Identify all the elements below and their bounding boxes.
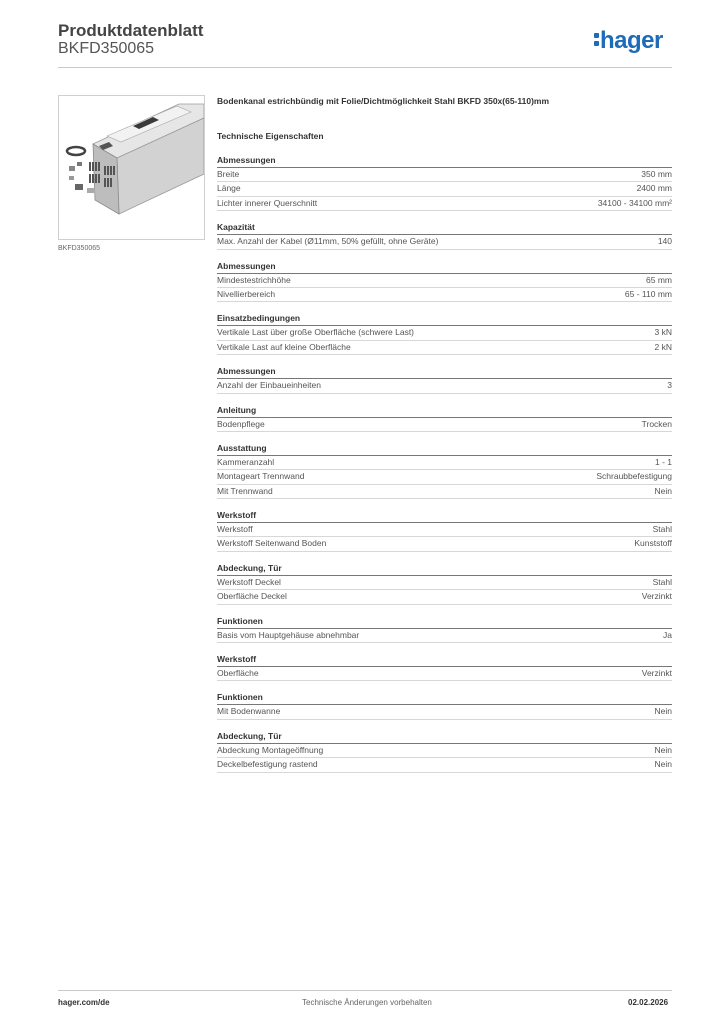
product-description: Bodenkanal estrichbündig mit Folie/Dichtmöglichkeit Stahl BKFD 350x(65-110)mm — [217, 96, 550, 106]
spec-value: 140 — [657, 236, 672, 247]
spec-label: Oberfläche Deckel — [217, 591, 287, 602]
section-title: Funktionen — [217, 616, 672, 629]
spec-value: Trocken — [641, 418, 672, 429]
section-title: Einsatzbedingungen — [217, 313, 672, 326]
product-code: BKFD350065 — [58, 40, 155, 57]
spec-value: 2 kN — [654, 341, 672, 352]
spec-label: Kammeranzahl — [217, 456, 275, 467]
spec-value: Nein — [654, 759, 672, 770]
hager-logo — [594, 29, 663, 53]
spec-row — [217, 758, 672, 772]
spec-label: Werkstoff Seitenwand Boden — [217, 538, 327, 549]
spec-row — [217, 576, 672, 590]
spec-value: Nein — [654, 744, 672, 755]
spec-value: 2400 mm — [636, 183, 672, 194]
spec-value: Nein — [654, 706, 672, 717]
spec-row — [217, 379, 672, 393]
spec-row — [217, 485, 672, 499]
spec-label: Werkstoff — [217, 524, 253, 535]
section-title: Abdeckung, Tür — [217, 731, 672, 744]
spec-row — [217, 705, 672, 719]
spec-label: Montageart Trennwand — [217, 471, 305, 482]
spec-label: Lichter innerer Querschnitt — [217, 197, 318, 208]
header-divider — [58, 67, 672, 68]
section-title: Werkstoff — [217, 654, 672, 667]
spec-row — [217, 274, 672, 288]
footer-date: 02.02.2026 — [628, 998, 669, 1007]
spec-value: 350 mm — [641, 169, 672, 179]
spec-row — [217, 456, 672, 470]
spec-value: Verzinkt — [641, 591, 672, 602]
spec-row — [217, 182, 672, 196]
technical-properties-heading: Technische Eigenschaften — [217, 131, 324, 141]
spec-label: Anzahl der Einbaueinheiten — [217, 380, 321, 391]
spec-value: Ja — [663, 629, 672, 640]
section-title: Funktionen — [217, 692, 672, 705]
spec-row — [217, 537, 672, 551]
logo-text: hager — [600, 27, 663, 54]
spec-label: Vertikale Last auf kleine Oberfläche — [217, 341, 351, 352]
spec-row — [217, 629, 672, 643]
footer-divider — [58, 990, 672, 991]
spec-value: Stahl — [652, 524, 672, 535]
spec-value: Nein — [654, 485, 672, 496]
spec-row — [217, 168, 672, 182]
spec-row — [217, 418, 672, 432]
spec-value: Kunststoff — [634, 538, 672, 549]
section-title: Abdeckung, Tür — [217, 563, 672, 576]
spec-value: 1 - 1 — [654, 456, 672, 467]
spec-row — [217, 197, 672, 211]
spec-label: Deckelbefestigung rastend — [217, 759, 318, 770]
section-title: Abmessungen — [217, 155, 672, 168]
spec-label: Werkstoff Deckel — [217, 576, 281, 587]
spec-label: Bodenpflege — [217, 418, 265, 429]
spec-label: Max. Anzahl der Kabel (Ø11mm, 50% gefüllt, ohne Geräte) — [217, 236, 439, 247]
spec-row — [217, 667, 672, 681]
spec-row — [217, 590, 672, 604]
footer-disclaimer: Technische Änderungen vorbehalten — [302, 998, 432, 1007]
spec-value: Stahl — [652, 576, 672, 587]
spec-value: 34100 - 34100 mm² — [597, 197, 672, 208]
spec-value: Schraubbefestigung — [596, 471, 672, 482]
section-title: Kapazität — [217, 222, 672, 235]
spec-value: 65 mm — [646, 274, 672, 285]
spec-value: 3 — [667, 380, 672, 391]
spec-row — [217, 235, 672, 249]
spec-label: Mit Trennwand — [217, 485, 273, 496]
section-title: Abmessungen — [217, 366, 672, 379]
spec-row — [217, 326, 672, 340]
spec-row — [217, 288, 672, 302]
spec-label: Vertikale Last über große Oberfläche (schwere Last) — [217, 327, 415, 338]
logo-dots-icon — [594, 29, 599, 46]
section-title: Anleitung — [217, 405, 672, 418]
spec-row — [217, 470, 672, 484]
product-image — [58, 95, 205, 240]
spec-label: Mit Bodenwanne — [217, 706, 281, 717]
spec-label: Basis vom Hauptgehäuse abnehmbar — [217, 629, 360, 640]
spec-label: Mindestestrichhöhe — [217, 274, 291, 285]
page-title: Produktdatenblatt — [58, 21, 204, 40]
spec-label: Nivellierbereich — [217, 288, 276, 299]
section-title: Werkstoff — [217, 510, 672, 523]
spec-label: Breite — [217, 169, 240, 179]
spec-label: Abdeckung Montageöffnung — [217, 744, 324, 755]
spec-label: Oberfläche — [217, 668, 259, 679]
spec-value: Verzinkt — [641, 668, 672, 679]
spec-row — [217, 523, 672, 537]
footer-website: hager.com/de — [58, 998, 110, 1007]
spec-row — [217, 744, 672, 758]
spec-row — [217, 341, 672, 355]
floor-duct-illustration — [59, 96, 204, 239]
spec-label: Länge — [217, 183, 241, 194]
spec-value: 65 - 110 mm — [624, 288, 672, 299]
specification-table — [217, 155, 672, 773]
image-caption: BKFD350065 — [58, 245, 101, 252]
section-title: Ausstattung — [217, 443, 672, 456]
section-title: Abmessungen — [217, 261, 672, 274]
spec-value: 3 kN — [654, 327, 672, 338]
